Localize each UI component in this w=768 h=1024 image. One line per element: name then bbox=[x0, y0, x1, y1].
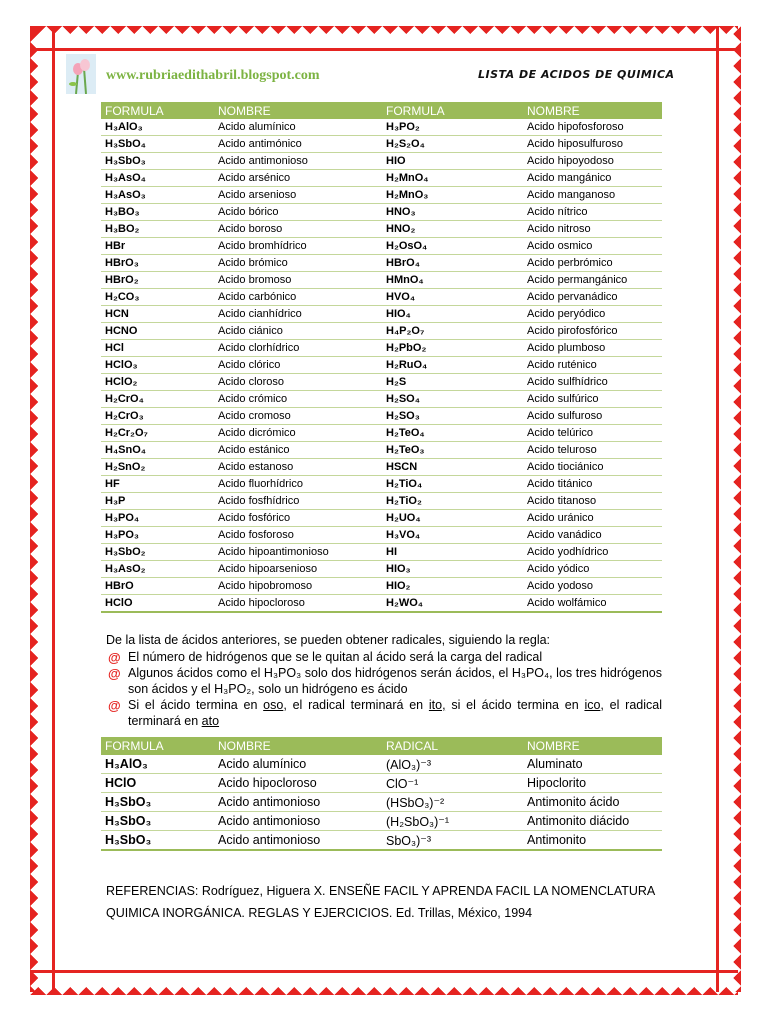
table-row bbox=[101, 408, 662, 425]
rule-item bbox=[106, 697, 662, 729]
table-cell: H₂PbO₂ bbox=[382, 340, 523, 357]
table-row bbox=[101, 136, 662, 153]
suffix-oso: oso bbox=[263, 698, 284, 712]
table-row bbox=[101, 510, 662, 527]
table-cell: H₂TeO₄ bbox=[382, 425, 523, 442]
table-cell: HIO bbox=[382, 153, 523, 170]
table-cell: Acido yodhídrico bbox=[523, 544, 662, 561]
table-row bbox=[101, 476, 662, 493]
table-cell: Acido antimonioso bbox=[214, 831, 382, 851]
table-cell: Acido nítrico bbox=[523, 204, 662, 221]
table-cell: HIO₃ bbox=[382, 561, 523, 578]
decorative-border-top bbox=[30, 26, 738, 51]
table-cell: Acido uránico bbox=[523, 510, 662, 527]
table-row bbox=[101, 493, 662, 510]
rule-text-part: si el ácido termina en bbox=[445, 698, 585, 712]
table-cell: Acido arsénico bbox=[214, 170, 382, 187]
table-row bbox=[101, 153, 662, 170]
table-cell: HVO₄ bbox=[382, 289, 523, 306]
table-cell: Acido tiociánico bbox=[523, 459, 662, 476]
table-cell: Acido hipocloroso bbox=[214, 595, 382, 613]
flower-logo-icon bbox=[66, 54, 96, 94]
table-header-row bbox=[101, 102, 662, 119]
decorative-border-bottom bbox=[30, 970, 738, 995]
table-cell: HBr bbox=[101, 238, 214, 255]
rule-item bbox=[106, 665, 662, 697]
table-cell: Acido clorhídrico bbox=[214, 340, 382, 357]
rules-intro: De la lista de ácidos anteriores, se pueden obtener radicales, siguiendo la regla: bbox=[106, 633, 551, 647]
table-row bbox=[101, 221, 662, 238]
rules-section bbox=[106, 632, 662, 729]
table-cell: ClO⁻¹ bbox=[382, 774, 523, 793]
column-header: FORMULA bbox=[382, 102, 523, 119]
table-cell: H₃AlO₃ bbox=[101, 119, 214, 136]
table-cell: Acido boroso bbox=[214, 221, 382, 238]
table-row bbox=[101, 425, 662, 442]
column-header: NOMBRE bbox=[214, 737, 382, 755]
table-cell: H₃SbO₃ bbox=[101, 812, 214, 831]
table-row bbox=[101, 459, 662, 476]
table-cell: H₂WO₄ bbox=[382, 595, 523, 613]
table-row bbox=[101, 289, 662, 306]
table-cell: Acido fosfórico bbox=[214, 510, 382, 527]
table-cell: Acido pervanádico bbox=[523, 289, 662, 306]
table-row bbox=[101, 391, 662, 408]
table-cell: Acido titanoso bbox=[523, 493, 662, 510]
table-cell: Acido yodoso bbox=[523, 578, 662, 595]
table-row bbox=[101, 238, 662, 255]
table-cell: Antimonito diácido bbox=[523, 812, 662, 831]
table-cell: H₂TeO₃ bbox=[382, 442, 523, 459]
table-row bbox=[101, 527, 662, 544]
table-cell: Acido fosforoso bbox=[214, 527, 382, 544]
table-row bbox=[101, 544, 662, 561]
swirl-bullet-icon: @ bbox=[108, 666, 121, 681]
table-cell: HClO bbox=[101, 774, 214, 793]
table-cell: Acido pirofosfórico bbox=[523, 323, 662, 340]
table-cell: Acido antimonioso bbox=[214, 153, 382, 170]
table-cell: H₃PO₄ bbox=[101, 510, 214, 527]
rule-text bbox=[128, 698, 662, 728]
table-cell: Acido osmico bbox=[523, 238, 662, 255]
table-row bbox=[101, 374, 662, 391]
swirl-bullet-icon: @ bbox=[108, 698, 121, 713]
table-row bbox=[101, 793, 662, 812]
table-cell: H₃AlO₃ bbox=[101, 755, 214, 774]
table-cell: Acido alumínico bbox=[214, 755, 382, 774]
table-cell: (AlO₃)⁻³ bbox=[382, 755, 523, 774]
table-cell: Acido antimónico bbox=[214, 136, 382, 153]
table-cell: H₃AsO₃ bbox=[101, 187, 214, 204]
table-row bbox=[101, 119, 662, 136]
rule-text-part: Si el ácido termina en bbox=[128, 698, 264, 712]
table-cell: Acido titánico bbox=[523, 476, 662, 493]
table-cell: Acido hipoantimonioso bbox=[214, 544, 382, 561]
table-cell: H₂TiO₄ bbox=[382, 476, 523, 493]
table-cell: Acido mangánico bbox=[523, 170, 662, 187]
table-cell: H₂OsO₄ bbox=[382, 238, 523, 255]
column-header: RADICAL bbox=[382, 737, 523, 755]
table-cell: Antimonito ácido bbox=[523, 793, 662, 812]
table-row bbox=[101, 578, 662, 595]
table-cell: Acido cloroso bbox=[214, 374, 382, 391]
table-cell: SbO₃)⁻³ bbox=[382, 831, 523, 851]
table-cell: HIO₂ bbox=[382, 578, 523, 595]
table-cell: Acido fluorhídrico bbox=[214, 476, 382, 493]
table-cell: Acido cianhídrico bbox=[214, 306, 382, 323]
table-cell: Acido clórico bbox=[214, 357, 382, 374]
table-cell: H₃AsO₄ bbox=[101, 170, 214, 187]
table-cell: H₂CrO₃ bbox=[101, 408, 214, 425]
table-cell: H₃BO₃ bbox=[101, 204, 214, 221]
table-cell: (HSbO₃)⁻² bbox=[382, 793, 523, 812]
table-cell: H₂S₂O₄ bbox=[382, 136, 523, 153]
rule-item bbox=[106, 649, 662, 665]
suffix-ito: ito, bbox=[428, 698, 446, 712]
table-cell: H₃SbO₂ bbox=[101, 544, 214, 561]
table-cell: Acido permangánico bbox=[523, 272, 662, 289]
suffix-ato: ato bbox=[201, 714, 220, 728]
table-cell: Acido sulfuroso bbox=[523, 408, 662, 425]
table-cell: H₂MnO₃ bbox=[382, 187, 523, 204]
table-cell: Acido vanádico bbox=[523, 527, 662, 544]
table-cell: Acido cromoso bbox=[214, 408, 382, 425]
table-cell: H₄SnO₄ bbox=[101, 442, 214, 459]
table-cell: HClO bbox=[101, 595, 214, 613]
acids-table bbox=[101, 102, 662, 613]
table-cell: Acido hipocloroso bbox=[214, 774, 382, 793]
table-cell: HBrO bbox=[101, 578, 214, 595]
table-row bbox=[101, 255, 662, 272]
table-cell: HCNO bbox=[101, 323, 214, 340]
table-cell: H₄P₂O₇ bbox=[382, 323, 523, 340]
table-cell: Acido brómico bbox=[214, 255, 382, 272]
table-cell: HBrO₃ bbox=[101, 255, 214, 272]
table-cell: H₂S bbox=[382, 374, 523, 391]
table-row bbox=[101, 357, 662, 374]
table-cell: H₂CrO₄ bbox=[101, 391, 214, 408]
table-row bbox=[101, 340, 662, 357]
table-cell: H₂CO₃ bbox=[101, 289, 214, 306]
table-cell: (H₂SbO₃)⁻¹ bbox=[382, 812, 523, 831]
rule-text: Algunos ácidos como el H₃PO₃ solo dos hidrógenos serán ácidos, el H₃PO₄, los tres hidrógenos son ácidos y el H₃PO₂, solo un hidrógeno es ácido bbox=[128, 666, 662, 696]
table-cell: Antimonito bbox=[523, 831, 662, 851]
table-cell: Acido dicrómico bbox=[214, 425, 382, 442]
table-cell: H₃PO₃ bbox=[101, 527, 214, 544]
table-cell: H₃SbO₃ bbox=[101, 153, 214, 170]
blog-url[interactable]: www.rubriaedithabril.blogspot.com bbox=[106, 68, 320, 83]
table-cell: HBrO₄ bbox=[382, 255, 523, 272]
table-cell: Acido arsenioso bbox=[214, 187, 382, 204]
table-row bbox=[101, 204, 662, 221]
rule-text-part: , el radical terminará en bbox=[128, 698, 662, 728]
table-cell: Acido telúrico bbox=[523, 425, 662, 442]
table-cell: Acido peryódico bbox=[523, 306, 662, 323]
table-cell: HMnO₄ bbox=[382, 272, 523, 289]
table-cell: Acido manganoso bbox=[523, 187, 662, 204]
table-cell: Acido sulfúrico bbox=[523, 391, 662, 408]
table-cell: Acido estanoso bbox=[214, 459, 382, 476]
table-cell: Acido bromoso bbox=[214, 272, 382, 289]
table-cell: Acido ciánico bbox=[214, 323, 382, 340]
table-cell: Acido hipoyodoso bbox=[523, 153, 662, 170]
table-cell: Acido fosfhídrico bbox=[214, 493, 382, 510]
table-cell: HIO₄ bbox=[382, 306, 523, 323]
column-header: FORMULA bbox=[101, 102, 214, 119]
table-cell: HBrO₂ bbox=[101, 272, 214, 289]
table-header-row bbox=[101, 737, 662, 755]
table-cell: Acido estánico bbox=[214, 442, 382, 459]
radicals-table bbox=[101, 737, 662, 851]
table-cell: Acido bórico bbox=[214, 204, 382, 221]
table-cell: HI bbox=[382, 544, 523, 561]
table-row bbox=[101, 561, 662, 578]
table-cell: HNO₃ bbox=[382, 204, 523, 221]
rule-text: El número de hidrógenos que se le quitan al ácido será la carga del radical bbox=[128, 650, 543, 664]
table-cell: Aluminato bbox=[523, 755, 662, 774]
table-row bbox=[101, 755, 662, 774]
decorative-border-right bbox=[716, 26, 741, 992]
column-header: NOMBRE bbox=[523, 737, 662, 755]
table-row bbox=[101, 595, 662, 613]
table-row bbox=[101, 774, 662, 793]
table-cell: H₃SbO₃ bbox=[101, 793, 214, 812]
table-cell: Acido hipoarsenioso bbox=[214, 561, 382, 578]
table-cell: Acido antimonioso bbox=[214, 793, 382, 812]
table-cell: H₂TiO₂ bbox=[382, 493, 523, 510]
table-cell: H₂UO₄ bbox=[382, 510, 523, 527]
table-cell: H₃VO₄ bbox=[382, 527, 523, 544]
table-cell: Acido antimonioso bbox=[214, 812, 382, 831]
table-cell: HClO₃ bbox=[101, 357, 214, 374]
table-cell: H₃BO₂ bbox=[101, 221, 214, 238]
table-cell: Acido yódico bbox=[523, 561, 662, 578]
table-cell: HClO₂ bbox=[101, 374, 214, 391]
table-cell: Acido hipobromoso bbox=[214, 578, 382, 595]
table-cell: Acido nitroso bbox=[523, 221, 662, 238]
suffix-ico: ico bbox=[584, 698, 601, 712]
table-cell: HNO₂ bbox=[382, 221, 523, 238]
table-cell: Acido wolfámico bbox=[523, 595, 662, 613]
table-cell: Acido hiposulfuroso bbox=[523, 136, 662, 153]
table-cell: H₃AsO₂ bbox=[101, 561, 214, 578]
column-header: NOMBRE bbox=[214, 102, 382, 119]
column-header: FORMULA bbox=[101, 737, 214, 755]
table-cell: HCl bbox=[101, 340, 214, 357]
column-header: NOMBRE bbox=[523, 102, 662, 119]
table-cell: H₂RuO₄ bbox=[382, 357, 523, 374]
decorative-border-left bbox=[30, 26, 55, 992]
table-cell: H₂SO₃ bbox=[382, 408, 523, 425]
table-row bbox=[101, 812, 662, 831]
table-row bbox=[101, 323, 662, 340]
table-cell: H₂MnO₄ bbox=[382, 170, 523, 187]
table-cell: H₂SO₄ bbox=[382, 391, 523, 408]
table-row bbox=[101, 170, 662, 187]
table-cell: Acido teluroso bbox=[523, 442, 662, 459]
table-row bbox=[101, 831, 662, 851]
table-cell: Acido plumboso bbox=[523, 340, 662, 357]
table-cell: H₂SnO₂ bbox=[101, 459, 214, 476]
table-row bbox=[101, 187, 662, 204]
table-cell: H₃SbO₃ bbox=[101, 831, 214, 851]
table-cell: Acido hipofosforoso bbox=[523, 119, 662, 136]
table-cell: HSCN bbox=[382, 459, 523, 476]
table-cell: Acido perbrómico bbox=[523, 255, 662, 272]
table-cell: Acido carbónico bbox=[214, 289, 382, 306]
table-cell: H₃P bbox=[101, 493, 214, 510]
references: REFERENCIAS: Rodríguez, Higuera X. ENSEÑE FACIL Y APRENDA FACIL LA NOMENCLATURA QUIMICA INORGÁNICA. REGLAS Y EJERCICIOS. Ed. Trillas, México, 1994 bbox=[106, 884, 655, 920]
page-title: LISTA DE ACIDOS DE QUIMICA bbox=[478, 68, 675, 81]
table-cell: Acido ruténico bbox=[523, 357, 662, 374]
table-cell: Acido sulfhídrico bbox=[523, 374, 662, 391]
table-cell: H₂Cr₂O₇ bbox=[101, 425, 214, 442]
swirl-bullet-icon: @ bbox=[108, 650, 121, 665]
table-cell: H₃SbO₄ bbox=[101, 136, 214, 153]
table-cell: HF bbox=[101, 476, 214, 493]
table-row bbox=[101, 272, 662, 289]
table-cell: Acido crómico bbox=[214, 391, 382, 408]
table-cell: Acido alumínico bbox=[214, 119, 382, 136]
table-cell: Acido bromhídrico bbox=[214, 238, 382, 255]
rule-text-part: , el radical terminará en bbox=[283, 698, 429, 712]
table-row bbox=[101, 306, 662, 323]
table-cell: Hipoclorito bbox=[523, 774, 662, 793]
table-cell: H₃PO₂ bbox=[382, 119, 523, 136]
table-cell: HCN bbox=[101, 306, 214, 323]
table-row bbox=[101, 442, 662, 459]
